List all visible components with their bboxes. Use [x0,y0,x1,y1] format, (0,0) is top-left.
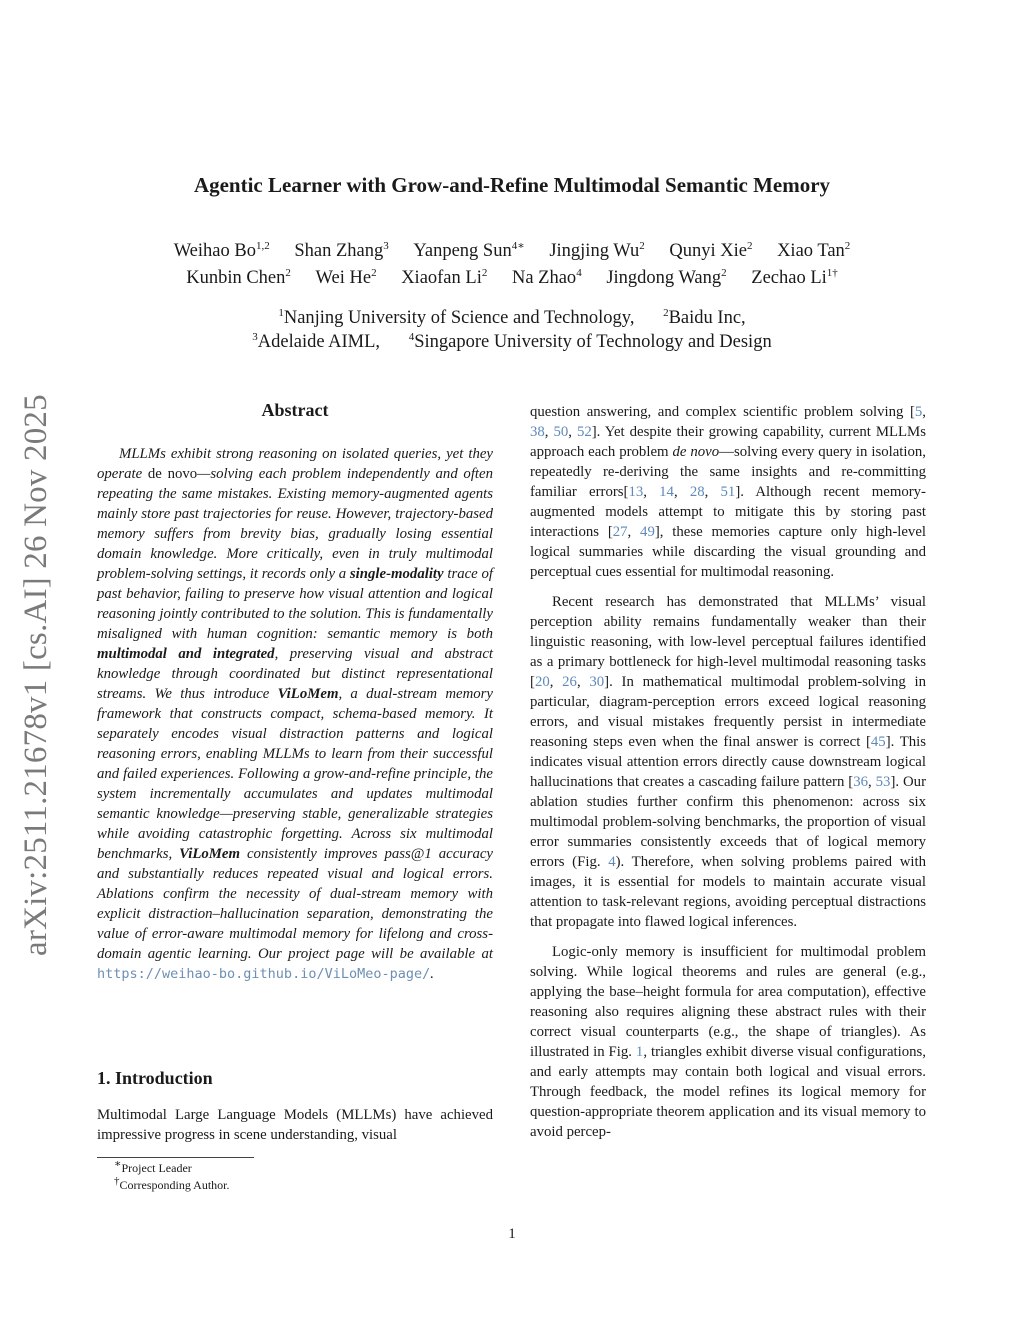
intro-paragraph-left: Multimodal Large Language Models (MLLMs) have achieved impressive progress in scene understanding, visual [97,1107,493,1143]
page-number: 1 [508,1226,516,1242]
author: Weihao Bo$^{1,2}$ [173,239,270,261]
citation-link[interactable]: 26 [562,674,577,690]
section-heading-introduction: 1. Introduction [97,1068,213,1088]
paragraph: Logic-only memory is insufficient for multimodal problem solving. While logical theorems and rules are general (e.g., applying the base–height formula for area computation), effective reasoning also requires aligning these abstract rules with their correct visual counterparts (e.g., the shape of triangles). As illustrated in Fig. 1, triangles exhibit diverse visual configurations, and early attempts may contain both logical and visual errors. Through feedback, the model refines its logical memory for question-appropriate theorem application and its visual memory to avoid percep- [530,944,926,1140]
abstract-body: MLLMs exhibit strong reasoning on isolated queries, yet they operate de novo—solving each problem independently and often repeating the same mistakes. Existing memory-augmented agents mainly store past trajectories for reuse. However, trajectory-based memory suffers from brevity bias, gradually losing essential domain knowledge. More critically, even in truly multimodal problem-solving settings, it records only a single-modality trace of past behavior, failing to preserve how visual attention and logical reasoning jointly contributed to the solution. This is fundamentally misaligned with human cognition: semantic memory is both multimodal and integrated, preserving visual and abstract knowledge through coordinated but distinct representational streams. We thus introduce ViLoMem, a dual-stream memory framework that constructs compact, schema-based memory. It separately encodes visual distraction patterns and logical reasoning errors, enabling MLLMs to learn from their successful and failed experiences. Following a grow-and-refine principle, the system incrementally accumulates and updates multimodal semantic knowledge—preserving stable, generalizable strategies while avoiding catastrophic forgetting. Across six multimodal benchmarks, ViLoMem consistently improves pass@1 accuracy and substantially reduces repeated visual and logical errors. Ablations confirm the necessity of dual-stream memory with explicit distraction–hallucination separation, demonstrating the value of error-aware multimodal memory for lifelong and cross-domain agentic learning. Our project page will be available at https://weihao-bo.github.io/ViLoMeo-page/. [97,446,494,982]
affiliation: $^3$Adelaide AIML, [252,330,381,352]
author: Jingjing Wu$^2$ [549,239,645,261]
footnote-project-leader: ∗Project Leader [114,1158,192,1175]
affiliation-row-1 [0,306,1024,330]
affiliations [0,306,1024,354]
author: Yanpeng Sun$^{4∗}$ [413,239,525,261]
citation-link[interactable]: 45 [870,734,886,750]
citation-link[interactable]: 50 [553,424,569,440]
paragraph: Recent research has demonstrated that MLLMs’ visual perception ability remains fundamentally weaker than their linguistic reasoning, with low-level perceptual failures identified as a primary bottleneck for high-level multimodal reasoning tasks [20, 26, 30]. In mathematical multimodal problem-solving in particular, diagram-perception errors exceed logical reasoning errors, and visual mistakes frequently persist in intermediate reasoning steps even when the final answer is correct [45]. This indicates visual attention errors directly cause downstream logical hallucinations that creates a cascading failure pattern [36, 53]. Our ablation studies further confirm this phenomenon: across six multimodal problem-solving benchmarks, the proportion of visual error summaries consistently exceeds that of logical memory errors (Fig. 4). Therefore, when solving problems paired with images, it is essential for models to maintain accurate visual attention to task-relevant regions, avoiding perceptual distractions that propagate into flawed logical inferences. [530,594,926,930]
paragraph: question answering, and complex scientific problem solving [5, 38, 50, 52]. Yet despite their growing capability, current MLLMs approach each problem de novo—solving every query in isolation, repeatedly re-deriving the same insights and re-committing familiar errors[13, 14, 28, 51]. Although recent memory-augmented models attempt to mitigate this by storing past interactions [27, 49], these memories capture only high-level logical summaries while discarding the visual grounding and perceptual cues essential for multimodal reasoning. [530,404,926,580]
citation-link[interactable]: 30 [589,674,605,690]
citation-link[interactable]: 49 [640,524,655,540]
affiliation: $^1$Nanjing University of Science and Technology, [278,306,635,328]
author-row-1 [0,238,1024,265]
citation-link[interactable]: 53 [875,774,891,790]
citation-link[interactable]: 27 [612,524,628,540]
author: Xiaofan Li$^2$ [401,266,488,288]
abstract-heading: Abstract [261,400,329,420]
author-row-2 [0,265,1024,292]
affiliation: $^2$Baidu Inc, [663,306,746,328]
citation-link[interactable]: 52 [576,424,592,440]
arxiv-identifier: arXiv:2511.21678v1 [cs.AI] 26 Nov 2025 [18,394,54,956]
author: Xiao Tan$^2$ [777,239,851,261]
citation-link[interactable]: 28 [689,484,705,500]
author: Kunbin Chen$^2$ [186,266,291,288]
author-list [0,238,1024,292]
author: Wei He$^2$ [315,266,377,288]
paper-title: Agentic Learner with Grow-and-Refine Multimodal Semantic Memory [193,173,831,197]
author: Jingdong Wang$^2$ [606,266,727,288]
figure-link[interactable]: 4 [608,854,616,870]
citation-link[interactable]: 13 [628,484,644,500]
citation-link[interactable]: 38 [530,424,545,440]
citation-link[interactable]: 36 [853,774,869,790]
author: Na Zhao$^4$ [511,266,582,288]
citation-link[interactable]: 51 [720,484,736,500]
affiliation: $^4$Singapore University of Technology and Design [408,330,772,352]
footnote-corresponding-author: †Corresponding Author. [114,1175,230,1192]
figure-link[interactable]: 1 [635,1044,644,1060]
citation-link[interactable]: 20 [534,674,550,690]
author: Shan Zhang$^3$ [294,239,389,261]
project-page-link[interactable]: https://weihao-bo.github.io/ViLoMeo-page/ [97,966,431,982]
author: Zechao $Li^{1\dagger}$ [751,266,838,288]
right-column [530,402,926,1152]
citation-link[interactable]: 5 [914,404,923,420]
affiliation-row-2 [0,330,1024,354]
author: Qunyi Xie$^2$ [669,239,753,261]
citation-link[interactable]: 14 [659,484,674,500]
